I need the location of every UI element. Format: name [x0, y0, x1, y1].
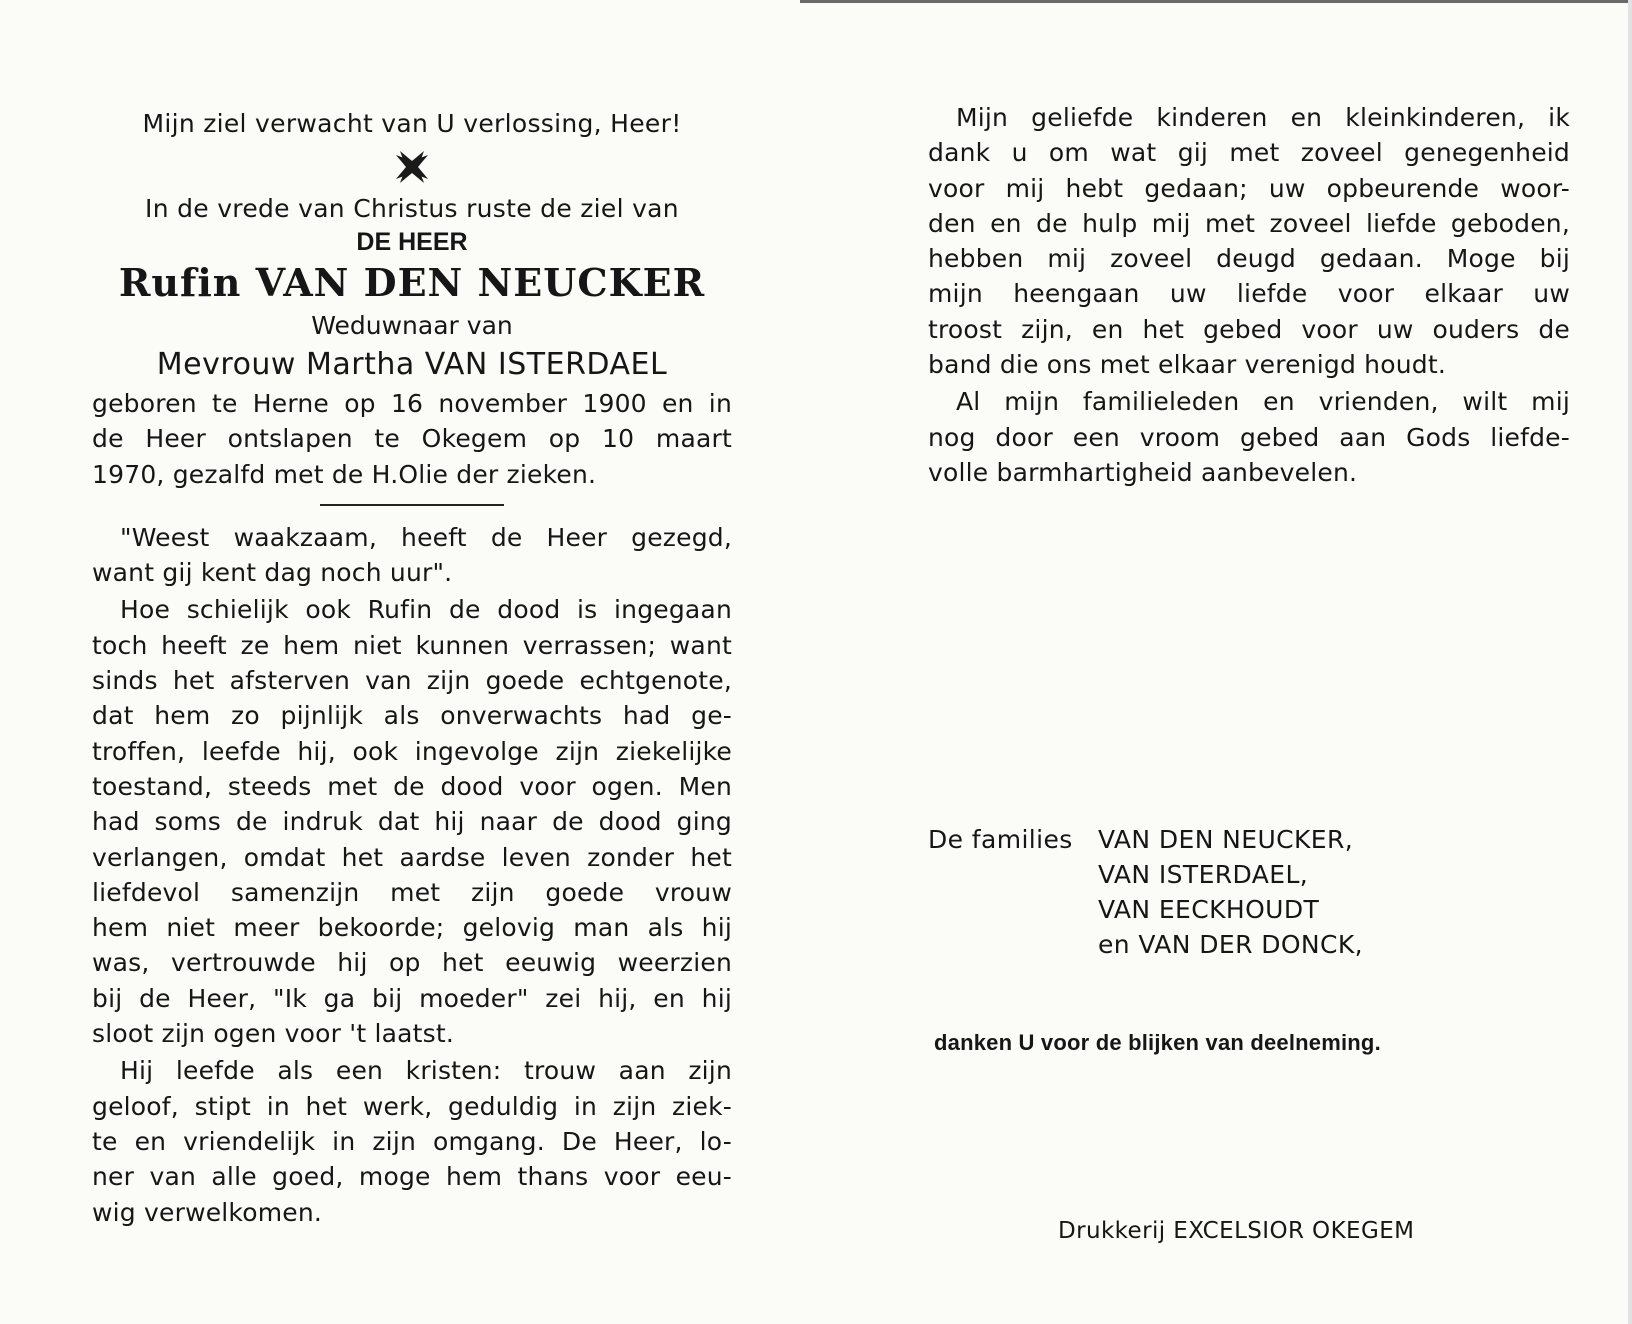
birth-line: geboren te Herne op 16 november 1900 en in: [92, 389, 732, 418]
body-line: sinds het afsterven van zijn goede echtgenote,: [92, 666, 732, 696]
body-line: troffen, leefde hij, ook ingevolge zijn ziekelijke: [92, 736, 732, 766]
birth-line: 1970, gezalfd met de H.Olie der zieken.: [92, 459, 597, 489]
card-top-edge: [800, 0, 1632, 3]
closing-line: wig verwelkomen.: [92, 1197, 323, 1227]
message-line: den en de hulp mij met zoveel liefde geboden,: [928, 208, 1570, 238]
families-list: [928, 822, 1363, 962]
body-line: liefdevol samenzijn met zijn goede vrouw: [92, 877, 732, 907]
request-line: nog door een vroom gebed aan Gods liefde-: [928, 422, 1570, 452]
family-name: VAN DEN NEUCKER,: [1098, 825, 1354, 854]
body-line: Hoe schielijk ook Rufin de dood is ingegaan: [120, 595, 732, 625]
message-line: dank u om wat gij met zoveel genegenheid: [928, 138, 1570, 168]
families-intro: De families: [928, 825, 1073, 854]
message-to-family: [928, 100, 1570, 382]
request-line: volle barmhartigheid aanbevelen.: [928, 457, 1358, 487]
body-line: toch heeft ze hem niet kunnen verrassen; want: [92, 630, 732, 660]
right-page: [928, 100, 1570, 490]
scripture-quote: [92, 520, 732, 591]
thanks-line: danken U voor de blijken van deelneming.: [934, 1030, 1381, 1055]
closing-line: Hij leefde als een kristen: trouw aan zijn: [120, 1056, 732, 1086]
message-line: hebben mij zoveel deugd gedaan. Moge bij: [928, 244, 1570, 274]
body-line: hem niet meer bekoorde; gelovig man als hij: [92, 913, 732, 943]
closing-paragraph: [92, 1053, 732, 1229]
family-name: VAN ISTERDAEL,: [1098, 860, 1309, 889]
body-line: was, vertrouwde hij op het eeuwig weerzien: [92, 948, 732, 978]
closing-line: geloof, stipt in het werk, geduldig in zijn ziek-: [92, 1091, 732, 1121]
cross-pattee-icon: [392, 147, 432, 187]
message-line: band die ons met elkaar verenigd houdt.: [928, 350, 1446, 380]
family-row: [928, 822, 1363, 857]
quote-line: "Weest waakzaam, heeft de Heer gezegd,: [120, 522, 732, 552]
invocation-verse: Mijn ziel verwacht van U verlossing, Heer!: [142, 109, 682, 138]
message-line: voor mij hebt gedaan; uw opbeurende woor-: [928, 173, 1570, 203]
divider-rule: [320, 504, 504, 506]
closing-line: ner van alle goed, moge hem thans voor eeu-: [92, 1162, 732, 1192]
family-name: VAN EECKHOUDT: [1098, 895, 1320, 924]
closing-line: te en vriendelijk in zijn omgang. De Heer, lo-: [92, 1126, 732, 1156]
intro-line: In de vrede van Christus ruste de ziel van: [145, 194, 679, 223]
title-de-heer: DE HEER: [356, 228, 468, 256]
card-right-edge: [1628, 0, 1632, 1324]
body-line: verlangen, omdat het aardse leven zonder het: [92, 842, 732, 872]
deceased-name: Rufin VAN DEN NEUCKER: [118, 260, 706, 305]
birth-line: de Heer ontslapen te Okegem op 10 maart: [92, 424, 732, 454]
body-line: bij de Heer, "Ik ga bij moeder" zei hij, en hij: [92, 983, 732, 1013]
birth-death-details: [92, 386, 732, 492]
message-line: troost zijn, en het gebed voor uw ouders de: [928, 314, 1570, 344]
message-line: Mijn geliefde kinderen en kleinkinderen, ik: [956, 103, 1570, 132]
family-name: en VAN DER DONCK,: [1098, 930, 1364, 959]
body-line: had soms de indruk dat hij naar de dood ging: [92, 807, 732, 837]
body-line: sloot zijn ogen voor 't laatst.: [92, 1019, 455, 1049]
spouse-name: Mevrouw Martha VAN ISTERDAEL: [156, 347, 668, 382]
body-line: toestand, steeds met de dood voor ogen. Men: [92, 771, 732, 801]
quote-line: want gij kent dag noch uur".: [92, 558, 453, 588]
widow-label: Weduwnaar van: [311, 311, 513, 340]
request-line: Al mijn familieleden en vrienden, wilt mij: [956, 387, 1570, 417]
left-page: [92, 100, 732, 1230]
prayer-request: [928, 384, 1570, 490]
biography-paragraph: [92, 592, 732, 1051]
body-line: dat hem zo pijnlijk als onverwachts had ge-: [92, 701, 732, 731]
printer-credit: Drukkerij EXCELSIOR OKEGEM: [1058, 1218, 1415, 1244]
message-line: mijn heengaan uw liefde voor elkaar uw: [928, 279, 1570, 309]
